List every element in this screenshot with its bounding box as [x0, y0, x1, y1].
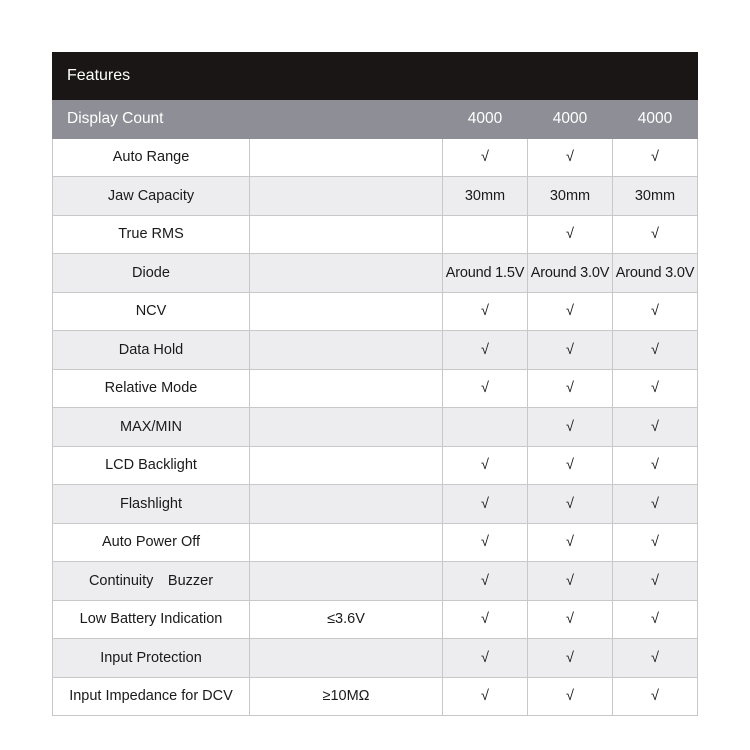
row-value-3: √	[613, 523, 698, 562]
table-row	[53, 408, 698, 447]
row-value-2: √	[528, 639, 613, 678]
table-row	[53, 215, 698, 254]
row-note	[250, 639, 443, 678]
table-row	[53, 600, 698, 639]
row-note	[250, 369, 443, 408]
row-note: ≤3.6V	[250, 600, 443, 639]
row-value-1	[443, 408, 528, 447]
row-value-2: √	[528, 485, 613, 524]
subheader-label: Display Count	[53, 100, 250, 139]
table-row	[53, 292, 698, 331]
row-feature-label: Input Protection	[53, 639, 250, 678]
row-value-2: √	[528, 138, 613, 177]
row-value-2: √	[528, 369, 613, 408]
row-feature-label: MAX/MIN	[53, 408, 250, 447]
row-value-2: √	[528, 408, 613, 447]
header-features-cell: Features	[53, 53, 250, 100]
row-note	[250, 254, 443, 293]
table-row	[53, 446, 698, 485]
row-value-1: √	[443, 562, 528, 601]
table-row	[53, 485, 698, 524]
table-header-row	[53, 53, 698, 100]
row-feature-label: Input Impedance for DCV	[53, 677, 250, 716]
row-note	[250, 446, 443, 485]
table-row	[53, 254, 698, 293]
row-feature-label: Jaw Capacity	[53, 177, 250, 216]
row-note	[250, 485, 443, 524]
row-value-1: √	[443, 677, 528, 716]
row-value-2: √	[528, 600, 613, 639]
row-value-3: √	[613, 408, 698, 447]
row-value-3: √	[613, 138, 698, 177]
row-note	[250, 523, 443, 562]
row-value-2: √	[528, 677, 613, 716]
table-row	[53, 639, 698, 678]
row-note	[250, 331, 443, 370]
row-feature-label: Auto Range	[53, 138, 250, 177]
row-value-2: √	[528, 562, 613, 601]
row-value-3: √	[613, 446, 698, 485]
row-note	[250, 138, 443, 177]
row-value-1	[443, 215, 528, 254]
row-feature-label: Diode	[53, 254, 250, 293]
row-value-3: √	[613, 215, 698, 254]
row-value-2: √	[528, 292, 613, 331]
row-value-3: Around 3.0V	[613, 254, 698, 293]
row-value-3: √	[613, 485, 698, 524]
row-value-2: √	[528, 523, 613, 562]
row-value-1: √	[443, 138, 528, 177]
table-row	[53, 177, 698, 216]
subheader-note	[250, 100, 443, 139]
row-feature-label: LCD Backlight	[53, 446, 250, 485]
row-note: ≥10MΩ	[250, 677, 443, 716]
header-notes-cell	[250, 53, 443, 100]
row-value-3: √	[613, 677, 698, 716]
row-feature-label: Relative Mode	[53, 369, 250, 408]
row-value-2: √	[528, 446, 613, 485]
row-value-3: √	[613, 292, 698, 331]
header-model-1-cell	[443, 53, 528, 100]
specification-table-container	[52, 52, 697, 716]
row-value-2: √	[528, 215, 613, 254]
row-value-3: √	[613, 369, 698, 408]
header-model-3-cell	[613, 53, 698, 100]
row-value-1: √	[443, 292, 528, 331]
row-feature-label: NCV	[53, 292, 250, 331]
table-row	[53, 331, 698, 370]
row-value-1: √	[443, 446, 528, 485]
subheader-value-1: 4000	[443, 100, 528, 139]
row-value-1: 30mm	[443, 177, 528, 216]
row-value-3: √	[613, 600, 698, 639]
row-value-3: √	[613, 639, 698, 678]
row-value-1: √	[443, 331, 528, 370]
subheader-value-2: 4000	[528, 100, 613, 139]
table-row	[53, 523, 698, 562]
subheader-value-3: 4000	[613, 100, 698, 139]
row-feature-label: Auto Power Off	[53, 523, 250, 562]
table-row	[53, 369, 698, 408]
row-value-1: √	[443, 600, 528, 639]
row-note	[250, 177, 443, 216]
row-note	[250, 292, 443, 331]
table-row	[53, 138, 698, 177]
row-feature-label: Low Battery Indication	[53, 600, 250, 639]
table-row	[53, 677, 698, 716]
row-note	[250, 215, 443, 254]
row-value-2: Around 3.0V	[528, 254, 613, 293]
table-row	[53, 562, 698, 601]
row-value-1: Around 1.5V	[443, 254, 528, 293]
row-feature-label: Continuity Buzzer	[53, 562, 250, 601]
row-value-3: √	[613, 562, 698, 601]
specification-table	[52, 52, 698, 716]
row-feature-label: True RMS	[53, 215, 250, 254]
row-value-2: √	[528, 331, 613, 370]
row-note	[250, 408, 443, 447]
row-value-1: √	[443, 485, 528, 524]
row-value-1: √	[443, 523, 528, 562]
row-feature-label: Data Hold	[53, 331, 250, 370]
table-subheader-row	[53, 100, 698, 139]
table-body	[53, 53, 698, 716]
header-model-2-cell	[528, 53, 613, 100]
row-value-3: 30mm	[613, 177, 698, 216]
row-value-3: √	[613, 331, 698, 370]
row-value-2: 30mm	[528, 177, 613, 216]
row-note	[250, 562, 443, 601]
row-value-1: √	[443, 369, 528, 408]
row-feature-label: Flashlight	[53, 485, 250, 524]
row-value-1: √	[443, 639, 528, 678]
